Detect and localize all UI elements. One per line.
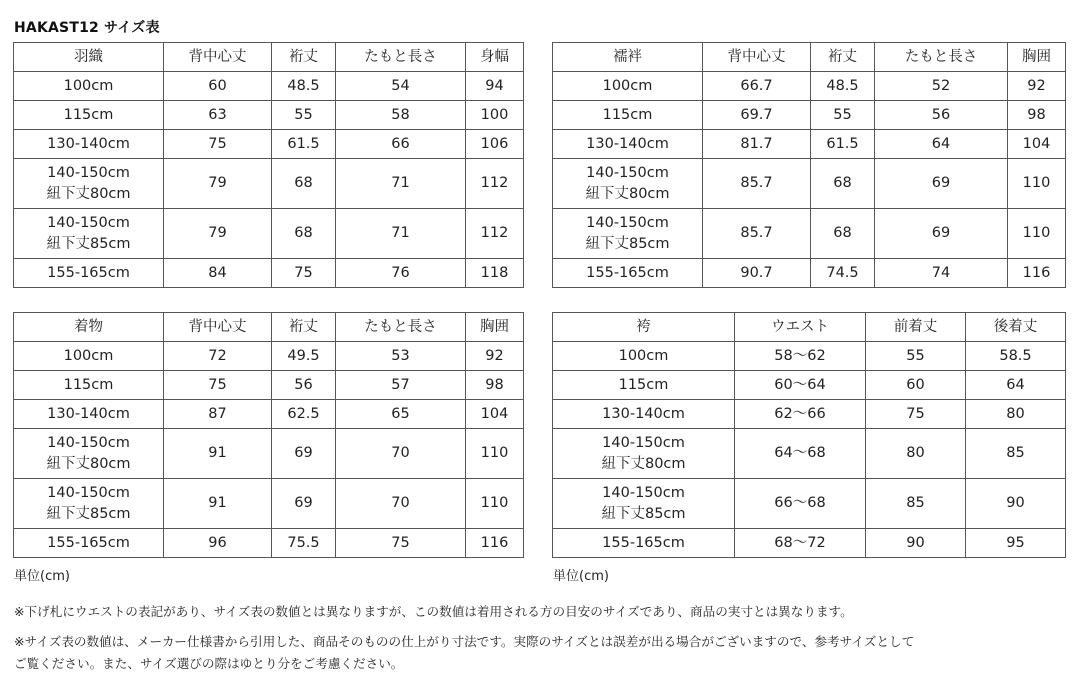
- value-cell: [811, 72, 875, 101]
- table-row: [14, 342, 524, 371]
- cell-text-line: 110: [480, 495, 509, 511]
- value-cell: [966, 529, 1066, 558]
- cell-text-line: 58〜62: [774, 347, 826, 364]
- value-cell: [875, 130, 1008, 159]
- value-cell: [336, 159, 466, 209]
- value-cell: [336, 429, 466, 479]
- cell-text-line: 63: [208, 106, 227, 123]
- cell-text-line: 92: [485, 347, 504, 364]
- cell-text-line: 87: [208, 405, 227, 422]
- value-cell: [966, 429, 1066, 479]
- cell-text-line: 91: [208, 495, 227, 511]
- value-cell: [466, 259, 524, 288]
- note-measurements-line-2: ご覧ください。また、サイズ選びの際はゆとり分をご考慮ください。: [14, 656, 404, 671]
- value-cell: [466, 159, 524, 209]
- value-cell: [272, 479, 336, 529]
- value-cell: [164, 159, 272, 209]
- column-header: 後着丈: [966, 313, 1066, 342]
- value-cell: [1008, 130, 1066, 159]
- value-cell: [966, 371, 1066, 400]
- cell-text-line: 116: [1022, 264, 1051, 281]
- column-header: たもと長さ: [336, 43, 466, 72]
- cell-text-line: 115cm: [63, 106, 114, 123]
- cell-text-line: 85: [906, 495, 925, 511]
- column-header: たもと長さ: [336, 313, 466, 342]
- value-cell: [164, 529, 272, 558]
- value-cell: [811, 259, 875, 288]
- table-row: [14, 101, 524, 130]
- value-cell: [1008, 101, 1066, 130]
- value-cell: [875, 159, 1008, 209]
- table-row: [14, 371, 524, 400]
- cell-text-line: 92: [1027, 77, 1046, 94]
- value-cell: [164, 130, 272, 159]
- size-cell: [14, 259, 164, 288]
- cell-text-line: 54: [391, 77, 410, 94]
- value-cell: [272, 342, 336, 371]
- table-row: [14, 209, 524, 259]
- cell-text-line: 48.5: [287, 77, 320, 94]
- value-cell: [875, 72, 1008, 101]
- cell-text-line: 69.7: [740, 106, 773, 123]
- column-header: 裄丈: [811, 43, 875, 72]
- size-cell: [14, 429, 164, 479]
- value-cell: [966, 479, 1066, 529]
- value-cell: [735, 371, 866, 400]
- cell-text-line: 49.5: [287, 347, 320, 364]
- value-cell: [1008, 72, 1066, 101]
- value-cell: [336, 400, 466, 429]
- size-cell: [553, 479, 735, 529]
- value-cell: [866, 479, 966, 529]
- size-cell: [14, 209, 164, 259]
- cell-text-line: 140-150cm: [47, 164, 130, 181]
- value-cell: [966, 342, 1066, 371]
- value-cell: [466, 371, 524, 400]
- cell-text-line: 紐下丈85cm: [601, 505, 686, 522]
- value-cell: [272, 101, 336, 130]
- table-row: [553, 259, 1066, 288]
- value-cell: [272, 159, 336, 209]
- table-row: [14, 130, 524, 159]
- column-header: 背中心丈: [164, 313, 272, 342]
- cell-text-line: 91: [208, 445, 227, 461]
- value-cell: [703, 209, 811, 259]
- cell-text-line: 69: [294, 495, 313, 511]
- cell-text-line: 112: [480, 225, 509, 241]
- cell-text-line: 72: [208, 347, 227, 364]
- cell-text-line: 100cm: [618, 347, 669, 364]
- value-cell: [466, 209, 524, 259]
- size-cell: [553, 72, 703, 101]
- value-cell: [866, 429, 966, 479]
- value-cell: [272, 429, 336, 479]
- cell-text-line: 112: [480, 175, 509, 191]
- value-cell: [866, 400, 966, 429]
- cell-text-line: 74: [931, 264, 951, 281]
- hakama-size-table: [552, 312, 1066, 558]
- cell-text-line: 紐下丈85cm: [46, 505, 131, 522]
- cell-text-line: 80: [1006, 405, 1025, 422]
- cell-text-line: 110: [1022, 175, 1051, 191]
- value-cell: [336, 371, 466, 400]
- cell-text-line: 74.5: [826, 264, 859, 281]
- cell-text-line: 75: [391, 534, 410, 551]
- cell-text-line: 130-140cm: [47, 135, 130, 152]
- cell-text-line: 69: [931, 225, 951, 241]
- cell-text-line: 紐下丈80cm: [46, 455, 131, 472]
- cell-text-line: 66.7: [740, 77, 773, 94]
- kimono-size-table: [13, 312, 524, 558]
- value-cell: [336, 209, 466, 259]
- value-cell: [703, 72, 811, 101]
- column-header: 裄丈: [272, 313, 336, 342]
- cell-text-line: 60: [208, 77, 227, 94]
- value-cell: [703, 259, 811, 288]
- value-cell: [272, 259, 336, 288]
- value-cell: [164, 371, 272, 400]
- size-cell: [553, 209, 703, 259]
- cell-text-line: 140-150cm: [602, 434, 685, 451]
- value-cell: [866, 529, 966, 558]
- cell-text-line: 85.7: [740, 175, 773, 191]
- value-cell: [272, 130, 336, 159]
- size-cell: [553, 400, 735, 429]
- table-row: [553, 72, 1066, 101]
- size-cell: [553, 429, 735, 479]
- cell-text-line: 66〜68: [774, 495, 826, 511]
- table-row: [553, 400, 1066, 429]
- table-row: [553, 159, 1066, 209]
- value-cell: [1008, 159, 1066, 209]
- cell-text-line: 64: [931, 135, 951, 152]
- value-cell: [466, 529, 524, 558]
- unit-label-left: 単位(cm): [14, 569, 70, 584]
- cell-text-line: 68〜72: [774, 534, 826, 551]
- cell-text-line: 66: [391, 135, 410, 152]
- cell-text-line: 104: [1022, 135, 1051, 152]
- cell-text-line: 70: [391, 445, 410, 461]
- cell-text-line: 55: [833, 106, 852, 123]
- size-cell: [14, 130, 164, 159]
- cell-text-line: 55: [294, 106, 313, 123]
- cell-text-line: 57: [391, 376, 410, 393]
- garment-header: 袴: [553, 313, 735, 342]
- cell-text-line: 紐下丈80cm: [585, 185, 670, 202]
- cell-text-line: 48.5: [826, 77, 859, 94]
- size-cell: [14, 371, 164, 400]
- column-header: 胸囲: [1008, 43, 1066, 72]
- value-cell: [875, 101, 1008, 130]
- value-cell: [272, 529, 336, 558]
- value-cell: [164, 101, 272, 130]
- cell-text-line: 64: [1006, 376, 1025, 393]
- table-row: [553, 429, 1066, 479]
- cell-text-line: 98: [1027, 106, 1046, 123]
- size-cell: [553, 101, 703, 130]
- juban-size-table: [552, 42, 1066, 288]
- garment-header: 着物: [14, 313, 164, 342]
- value-cell: [272, 400, 336, 429]
- cell-text-line: 58.5: [999, 347, 1032, 364]
- size-cell: [553, 342, 735, 371]
- cell-text-line: 96: [208, 534, 227, 551]
- value-cell: [866, 371, 966, 400]
- value-cell: [466, 101, 524, 130]
- size-cell: [553, 529, 735, 558]
- header-row: [553, 43, 1066, 72]
- size-cell: [14, 342, 164, 371]
- cell-text-line: 75: [906, 405, 925, 422]
- cell-text-line: 62.5: [287, 405, 320, 422]
- cell-text-line: 64〜68: [774, 445, 826, 461]
- cell-text-line: 140-150cm: [586, 214, 669, 231]
- value-cell: [875, 259, 1008, 288]
- cell-text-line: 104: [480, 405, 509, 422]
- value-cell: [466, 130, 524, 159]
- size-cell: [14, 159, 164, 209]
- note-measurements: [14, 631, 914, 675]
- column-header: たもと長さ: [875, 43, 1008, 72]
- cell-text-line: 62〜66: [774, 405, 826, 422]
- cell-text-line: 84: [208, 264, 227, 281]
- cell-text-line: 紐下丈85cm: [46, 235, 131, 252]
- header-row: [14, 43, 524, 72]
- column-header: 前着丈: [866, 313, 966, 342]
- table-row: [553, 101, 1066, 130]
- header-row: [14, 313, 524, 342]
- cell-text-line: 106: [480, 135, 509, 152]
- cell-text-line: 75.5: [287, 534, 320, 551]
- column-header: 裄丈: [272, 43, 336, 72]
- cell-text-line: 155-165cm: [47, 534, 130, 551]
- cell-text-line: 61.5: [287, 135, 320, 152]
- table-row: [553, 479, 1066, 529]
- value-cell: [336, 342, 466, 371]
- value-cell: [336, 101, 466, 130]
- table-row: [553, 209, 1066, 259]
- cell-text-line: 140-150cm: [586, 164, 669, 181]
- value-cell: [735, 479, 866, 529]
- size-cell: [14, 101, 164, 130]
- value-cell: [966, 400, 1066, 429]
- value-cell: [336, 479, 466, 529]
- value-cell: [336, 259, 466, 288]
- value-cell: [164, 342, 272, 371]
- cell-text-line: 130-140cm: [602, 405, 685, 422]
- cell-text-line: 79: [208, 225, 227, 241]
- value-cell: [164, 209, 272, 259]
- cell-text-line: 75: [208, 376, 227, 393]
- cell-text-line: 140-150cm: [47, 434, 130, 451]
- cell-text-line: 61.5: [826, 135, 859, 152]
- value-cell: [703, 101, 811, 130]
- value-cell: [811, 130, 875, 159]
- cell-text-line: 80: [906, 445, 925, 461]
- value-cell: [1008, 259, 1066, 288]
- cell-text-line: 71: [391, 175, 410, 191]
- cell-text-line: 140-150cm: [47, 214, 130, 231]
- value-cell: [164, 259, 272, 288]
- cell-text-line: 115cm: [618, 376, 669, 393]
- value-cell: [735, 400, 866, 429]
- value-cell: [703, 159, 811, 209]
- cell-text-line: 70: [391, 495, 410, 511]
- cell-text-line: 155-165cm: [602, 534, 685, 551]
- value-cell: [875, 209, 1008, 259]
- cell-text-line: 60〜64: [774, 376, 826, 393]
- cell-text-line: 155-165cm: [586, 264, 669, 281]
- value-cell: [1008, 209, 1066, 259]
- cell-text-line: 115cm: [63, 376, 114, 393]
- cell-text-line: 155-165cm: [47, 264, 130, 281]
- cell-text-line: 100cm: [602, 77, 653, 94]
- cell-text-line: 100cm: [63, 347, 114, 364]
- value-cell: [164, 479, 272, 529]
- size-cell: [553, 159, 703, 209]
- value-cell: [735, 529, 866, 558]
- note-measurements-line-1: ※サイズ表の数値は、メーカー仕様書から引用した、商品そのものの仕上がり寸法です。実際のサイズとは誤差が出る場合がございますので、参考サイズとして: [14, 634, 915, 649]
- cell-text-line: 68: [294, 175, 313, 191]
- table-row: [14, 429, 524, 479]
- cell-text-line: 116: [480, 534, 509, 551]
- value-cell: [164, 72, 272, 101]
- cell-text-line: 75: [208, 135, 227, 152]
- column-header: 胸囲: [466, 313, 524, 342]
- cell-text-line: 65: [391, 405, 410, 422]
- cell-text-line: 110: [480, 445, 509, 461]
- cell-text-line: 140-150cm: [602, 484, 685, 501]
- table-row: [14, 400, 524, 429]
- value-cell: [811, 159, 875, 209]
- cell-text-line: 100: [480, 106, 509, 123]
- cell-text-line: 130-140cm: [47, 405, 130, 422]
- unit-label-right: 単位(cm): [553, 569, 609, 584]
- cell-text-line: 115cm: [602, 106, 653, 123]
- cell-text-line: 52: [931, 77, 951, 94]
- cell-text-line: 71: [391, 225, 410, 241]
- value-cell: [466, 479, 524, 529]
- cell-text-line: 110: [1022, 225, 1051, 241]
- column-header: 背中心丈: [164, 43, 272, 72]
- table-row: [553, 529, 1066, 558]
- value-cell: [466, 400, 524, 429]
- value-cell: [336, 72, 466, 101]
- note-waist: ※下げ札にウエストの表記があり、サイズ表の数値とは異なりますが、この数値は着用される方の目安のサイズであり、商品の実寸とは異なります。: [14, 604, 853, 619]
- cell-text-line: 69: [294, 445, 313, 461]
- cell-text-line: 90.7: [740, 264, 773, 281]
- size-cell: [14, 400, 164, 429]
- size-cell: [553, 371, 735, 400]
- size-cell: [553, 259, 703, 288]
- cell-text-line: 130-140cm: [586, 135, 669, 152]
- cell-text-line: 紐下丈80cm: [601, 455, 686, 472]
- cell-text-line: 53: [391, 347, 410, 364]
- value-cell: [164, 429, 272, 479]
- size-cell: [553, 130, 703, 159]
- size-cell: [14, 72, 164, 101]
- header-row: [553, 313, 1066, 342]
- garment-header: 羽織: [14, 43, 164, 72]
- cell-text-line: 56: [931, 106, 951, 123]
- value-cell: [272, 72, 336, 101]
- cell-text-line: 60: [906, 376, 925, 393]
- cell-text-line: 85: [1006, 445, 1025, 461]
- table-row: [553, 371, 1066, 400]
- cell-text-line: 94: [485, 77, 504, 94]
- column-header: 身幅: [466, 43, 524, 72]
- cell-text-line: 68: [833, 225, 852, 241]
- cell-text-line: 100cm: [63, 77, 114, 94]
- value-cell: [272, 209, 336, 259]
- cell-text-line: 55: [906, 347, 925, 364]
- cell-text-line: 98: [485, 376, 504, 393]
- cell-text-line: 76: [391, 264, 410, 281]
- cell-text-line: 140-150cm: [47, 484, 130, 501]
- haori-size-table: [13, 42, 524, 288]
- value-cell: [272, 371, 336, 400]
- table-row: [553, 130, 1066, 159]
- value-cell: [811, 101, 875, 130]
- value-cell: [336, 130, 466, 159]
- size-cell: [14, 479, 164, 529]
- table-row: [553, 342, 1066, 371]
- table-row: [14, 259, 524, 288]
- cell-text-line: 58: [391, 106, 410, 123]
- cell-text-line: 79: [208, 175, 227, 191]
- value-cell: [466, 342, 524, 371]
- value-cell: [466, 72, 524, 101]
- cell-text-line: 90: [906, 534, 925, 551]
- cell-text-line: 75: [294, 264, 313, 281]
- column-header: 背中心丈: [703, 43, 811, 72]
- cell-text-line: 56: [294, 376, 313, 393]
- value-cell: [466, 429, 524, 479]
- value-cell: [811, 209, 875, 259]
- cell-text-line: 紐下丈85cm: [585, 235, 670, 252]
- garment-header: 襦袢: [553, 43, 703, 72]
- cell-text-line: 68: [833, 175, 852, 191]
- column-header: ウエスト: [735, 313, 866, 342]
- table-row: [14, 159, 524, 209]
- value-cell: [866, 342, 966, 371]
- cell-text-line: 118: [480, 264, 509, 281]
- value-cell: [336, 529, 466, 558]
- cell-text-line: 紐下丈80cm: [46, 185, 131, 202]
- cell-text-line: 85.7: [740, 225, 773, 241]
- cell-text-line: 69: [931, 175, 951, 191]
- cell-text-line: 95: [1006, 534, 1025, 551]
- value-cell: [735, 342, 866, 371]
- table-row: [14, 479, 524, 529]
- value-cell: [735, 429, 866, 479]
- page-title: HAKAST12 サイズ表: [14, 20, 160, 36]
- cell-text-line: 81.7: [740, 135, 773, 152]
- table-row: [14, 529, 524, 558]
- cell-text-line: 68: [294, 225, 313, 241]
- value-cell: [703, 130, 811, 159]
- size-cell: [14, 529, 164, 558]
- cell-text-line: 90: [1006, 495, 1025, 511]
- table-row: [14, 72, 524, 101]
- value-cell: [164, 400, 272, 429]
